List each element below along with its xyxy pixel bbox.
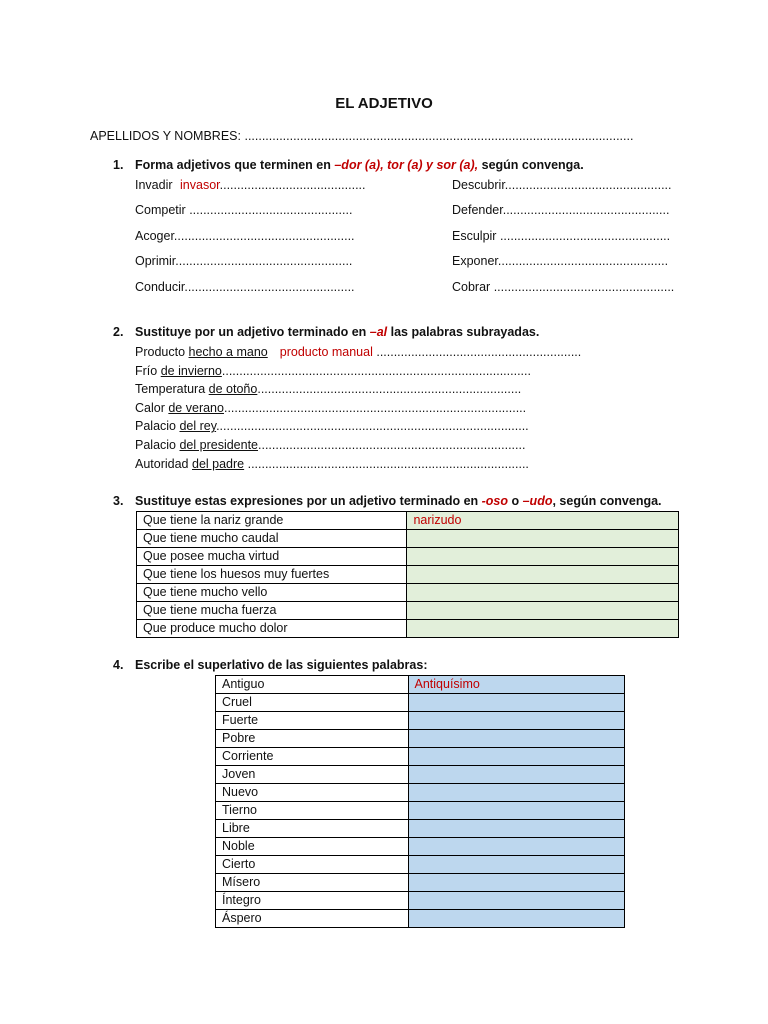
ex1-right-item [452,178,672,192]
ex4-word: Nuevo [216,784,409,802]
ex2-underlined: de verano [168,400,224,415]
ex3-answer-cell[interactable] [407,566,679,584]
ex1-right-item [452,254,668,268]
table-row [137,602,679,620]
ex1-text-before: Forma adjetivos que terminen en [135,158,335,172]
ex1-dots: ................................................ [504,178,672,192]
ex2-dots: ........................................................... [372,345,582,359]
ex2-text-after: las palabras subrayadas. [387,325,540,339]
ex2-instruction [135,325,539,339]
ex4-answer-cell[interactable] [408,874,624,892]
table-row [216,712,625,730]
table-row [216,694,625,712]
ex4-word: Cruel [216,694,409,712]
ex2-item [135,401,526,415]
ex4-answer-cell[interactable] [408,802,624,820]
ex1-dots: ................................................ [502,203,670,217]
table-row [216,892,625,910]
ex1-dots: .................................................... [173,229,355,243]
ex2-number: 2. [113,325,124,339]
ex1-word: Acoger [135,229,174,243]
ex3-expression: Que tiene la nariz grande [137,512,407,530]
ex1-left-item [135,229,355,243]
ex2-dots: ................................................................................. [244,456,529,471]
ex3-answer-cell[interactable] [407,584,679,602]
ex1-dots: ................................................. [497,254,669,268]
ex4-word: Pobre [216,730,409,748]
ex3-instruction [135,494,662,508]
ex2-word: Temperatura [135,382,206,397]
ex3-answer-cell[interactable] [407,620,679,638]
ex1-left-item [135,178,366,192]
ex2-underlined: del rey [179,419,217,434]
ex1-dots: ................................................. [184,280,355,294]
ex3-highlight-oso: -oso [481,494,509,508]
ex1-answer: invasor [180,178,220,192]
ex3-answer-cell[interactable]: narizudo [407,512,679,530]
ex3-text-after: , según convenga. [552,494,662,508]
table-row [216,676,625,694]
ex1-word: Competir [135,203,186,217]
ex4-word: Antiguo [216,676,409,694]
ex4-answer-cell[interactable]: Antiquísimo [408,676,624,694]
ex4-answer-cell[interactable] [408,748,624,766]
table-row [216,820,625,838]
page-title: EL ADJETIVO [335,95,433,112]
ex3-answer-cell[interactable] [407,602,679,620]
ex3-expression: Que tiene mucho vello [137,584,407,602]
ex2-word: Calor [135,400,165,415]
ex2-dots: ............................................................................ [257,382,522,397]
ex2-item [135,364,531,378]
ex1-right-item [452,280,674,294]
table-row [216,766,625,784]
ex3-answer-cell[interactable] [407,548,679,566]
ex4-instruction: Escribe el superlativo de las siguientes palabras: [135,658,428,672]
table-row [216,748,625,766]
ex1-word: Descubrir [452,178,505,192]
ex4-word: Cierto [216,856,409,874]
table-row [137,512,679,530]
ex4-answer-cell[interactable] [408,784,624,802]
ex1-word: Esculpir [452,229,497,243]
ex3-expression: Que produce mucho dolor [137,620,407,638]
ex4-word: Joven [216,766,409,784]
ex3-expression: Que tiene mucha fuerza [137,602,407,620]
table-row [216,874,625,892]
ex2-dots: ....................................................................................... [223,400,527,415]
ex4-answer-cell[interactable] [408,820,624,838]
ex2-underlined: del padre [192,456,245,471]
ex4-answer-cell[interactable] [408,730,624,748]
ex4-answer-cell[interactable] [408,910,624,928]
ex2-dots: .......................................................................................... [216,419,529,434]
ex1-left-item [135,254,352,268]
ex3-table [136,511,679,638]
ex3-number: 3. [113,494,124,508]
ex2-highlight: –al [369,325,388,339]
ex2-word: Producto [135,345,186,359]
ex3-text-before: Sustituye estas expresiones por un adjetivo terminado en [135,494,482,508]
table-row [137,584,679,602]
ex1-dots: .................................................... [490,280,675,294]
table-row [216,910,625,928]
table-row [216,856,625,874]
table-row [216,784,625,802]
table-row [216,730,625,748]
name-line [90,129,633,143]
ex2-text-before: Sustituye por un adjetivo terminado en [135,325,370,339]
ex2-underlined: hecho a mano [188,345,268,359]
ex2-item [135,457,529,471]
ex4-word: Íntegro [216,892,409,910]
ex2-underlined: de otoño [208,382,258,397]
ex4-answer-cell[interactable] [408,766,624,784]
ex2-underlined: de invierno [160,363,222,378]
ex2-word: Frío [135,363,158,378]
ex4-word: Libre [216,820,409,838]
ex1-word: Oprimir [135,254,176,268]
ex1-word: Defender [452,203,503,217]
ex4-number: 4. [113,658,124,672]
ex1-dots: ............................................... [185,203,353,217]
ex4-answer-cell[interactable] [408,892,624,910]
ex4-word: Tierno [216,802,409,820]
ex3-middle: o [508,494,523,508]
ex4-answer-cell[interactable] [408,838,624,856]
ex1-right-item [452,203,669,217]
name-label: APELLIDOS Y NOMBRES: [90,129,245,143]
table-row [137,530,679,548]
table-row [216,838,625,856]
ex4-answer-cell[interactable] [408,694,624,712]
ex3-expression: Que posee mucha virtud [137,548,407,566]
ex1-dots: .......................................... [219,178,366,192]
ex2-item [135,345,581,359]
ex2-answer: producto manual [279,345,373,359]
ex2-underlined: del presidente [179,438,259,452]
ex2-word: Autoridad [135,456,189,471]
ex4-answer-cell[interactable] [408,856,624,874]
ex1-left-item [135,280,355,294]
ex1-number: 1. [113,158,124,172]
ex2-item [135,438,525,452]
ex2-word: Palacio [135,438,176,452]
table-row [216,802,625,820]
ex1-instruction [135,158,584,172]
ex1-dots: ................................................. [496,229,671,243]
ex1-highlight: –dor (a), tor (a) y sor (a), [334,158,479,172]
ex4-word: Áspero [216,910,409,928]
ex1-dots: ................................................... [175,254,353,268]
ex2-item [135,419,529,433]
ex1-right-item [452,229,670,243]
ex1-word: Invadir [135,178,173,192]
ex4-word: Mísero [216,874,409,892]
ex4-word: Noble [216,838,409,856]
ex1-word: Exponer [452,254,498,268]
ex1-word: Cobrar [452,280,491,294]
ex1-left-item [135,203,352,217]
ex1-word: Conducir [135,280,185,294]
ex3-expression: Que tiene los huesos muy fuertes [137,566,407,584]
ex4-table [215,675,625,928]
ex3-answer-cell[interactable] [407,530,679,548]
table-row [137,548,679,566]
ex2-item [135,382,521,396]
table-row [137,620,679,638]
ex2-word: Palacio [135,419,176,434]
ex3-highlight-udo: –udo [522,494,553,508]
ex4-word: Fuerte [216,712,409,730]
ex1-text-after: según convenga. [478,158,584,172]
ex2-dots: ......................................................................................... [221,363,531,378]
name-dots: ................................................................................................................ [244,129,634,143]
table-row [137,566,679,584]
ex3-expression: Que tiene mucho caudal [137,530,407,548]
ex4-word: Corriente [216,748,409,766]
ex2-dots: ............................................................................. [258,438,526,452]
ex4-answer-cell[interactable] [408,712,624,730]
